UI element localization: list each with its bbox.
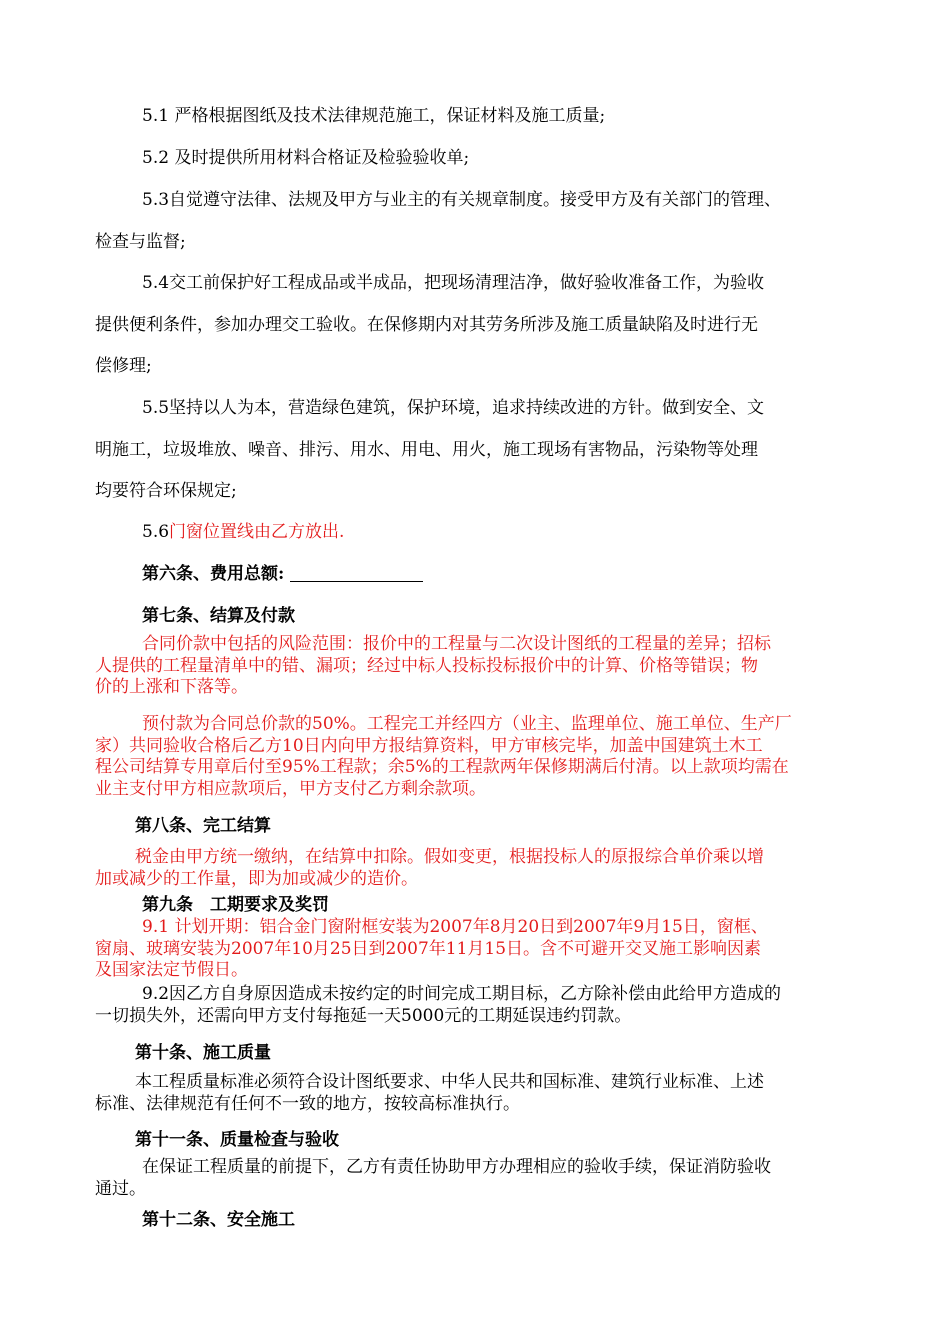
clause-5-2: 5.2 及时提供所用材料合格证及检验验收单; (142, 148, 470, 168)
article-10-text: 本工程质量标准必须符合设计图纸要求、中华人民共和国标准、建筑行业标准、上述 标准、法律规范有任何不一致的地方，按较高标准执行。 (95, 1072, 764, 1114)
article-12-heading: 第十二条、安全施工 (142, 1210, 295, 1230)
article-9-heading: 第九条 工期要求及奖罚 (142, 895, 329, 915)
clause-9-1: 9.1 计划开期：铝合金门窗附框安装为2007年8月20日到2007年9月15日，窗框、 窗扇、玻璃安装为2007年10月25日到2007年11月15日。含不可避开交叉施工影响因素 及国家法定节假日。 (95, 917, 768, 980)
article-7-heading: 第七条、结算及付款 (142, 606, 295, 626)
article-6-heading: 第六条、费用总额: (95, 554, 860, 596)
article-10-heading: 第十条、施工质量 (135, 1043, 271, 1063)
article-11-heading: 第十一条、质量检查与验收 (135, 1130, 339, 1150)
clause-9-2: 9.2因乙方自身原因造成未按约定的时间完成工期目标，乙方除补偿由此给甲方造成的 一切损失外，还需向甲方支付每拖延一天5000元的工期延误违约罚款。 (95, 984, 782, 1026)
amount-blank-line (290, 565, 423, 582)
clause-5-1: 5.1 严格根据图纸及技术法律规范施工，保证材料及施工质量; (142, 106, 606, 126)
article-7-risk-scope: 合同价款中包括的风险范围：报价中的工程量与二次设计图纸的工程量的差异；招标 人提供的工程量清单中的错、漏项；经过中标人投标投标报价中的计算、价格等错误；物 价的上涨和下落等。 (95, 634, 771, 697)
clause-5-6: 5.6门窗位置线由乙方放出. (142, 522, 345, 542)
clause-5-3: 5.3自觉遵守法律、法规及甲方与业主的有关规章制度。接受甲方及有关部门的管理、 检查与监督; (95, 190, 782, 252)
article-8-heading: 第八条、完工结算 (135, 816, 271, 836)
article-8-text: 税金由甲方统一缴纳，在结算中扣除。假如变更，根据投标人的原报综合单价乘以增 加或减少的工作量，即为加或减少的造价。 (95, 847, 764, 889)
article-7-payment-terms: 预付款为合同总价款的50%。工程完工并经四方（业主、监理单位、施工单位、生产厂 家）共同验收合格后乙方10日内向甲方报结算资料，甲方审核完毕，加盖中国建筑土木工 程公司结算专用章后付至95%工程款；余5%的工程款两年保修期满后付清。以上款项均需在 业主支付甲方相应款项后，甲方支付乙方剩余款项。 (95, 714, 792, 799)
clause-5-4: 5.4交工前保护好工程成品或半成品，把现场清理洁净，做好验收准备工作，为验收 提供便利条件，参加办理交工验收。在保修期内对其劳务所涉及施工质量缺陷及时进行无 偿修理; (95, 273, 765, 376)
clause-5-5: 5.5坚持以人为本，营造绿色建筑，保护环境，追求持续改进的方针。做到安全、文 明施工，垃圾堆放、噪音、排污、用水、用电、用火，施工现场有害物品，污染物等处理 均要符合环保规定; (95, 398, 765, 501)
article-11-text: 在保证工程质量的前提下，乙方有责任协助甲方办理相应的验收手续，保证消防验收 通过。 (95, 1157, 771, 1199)
